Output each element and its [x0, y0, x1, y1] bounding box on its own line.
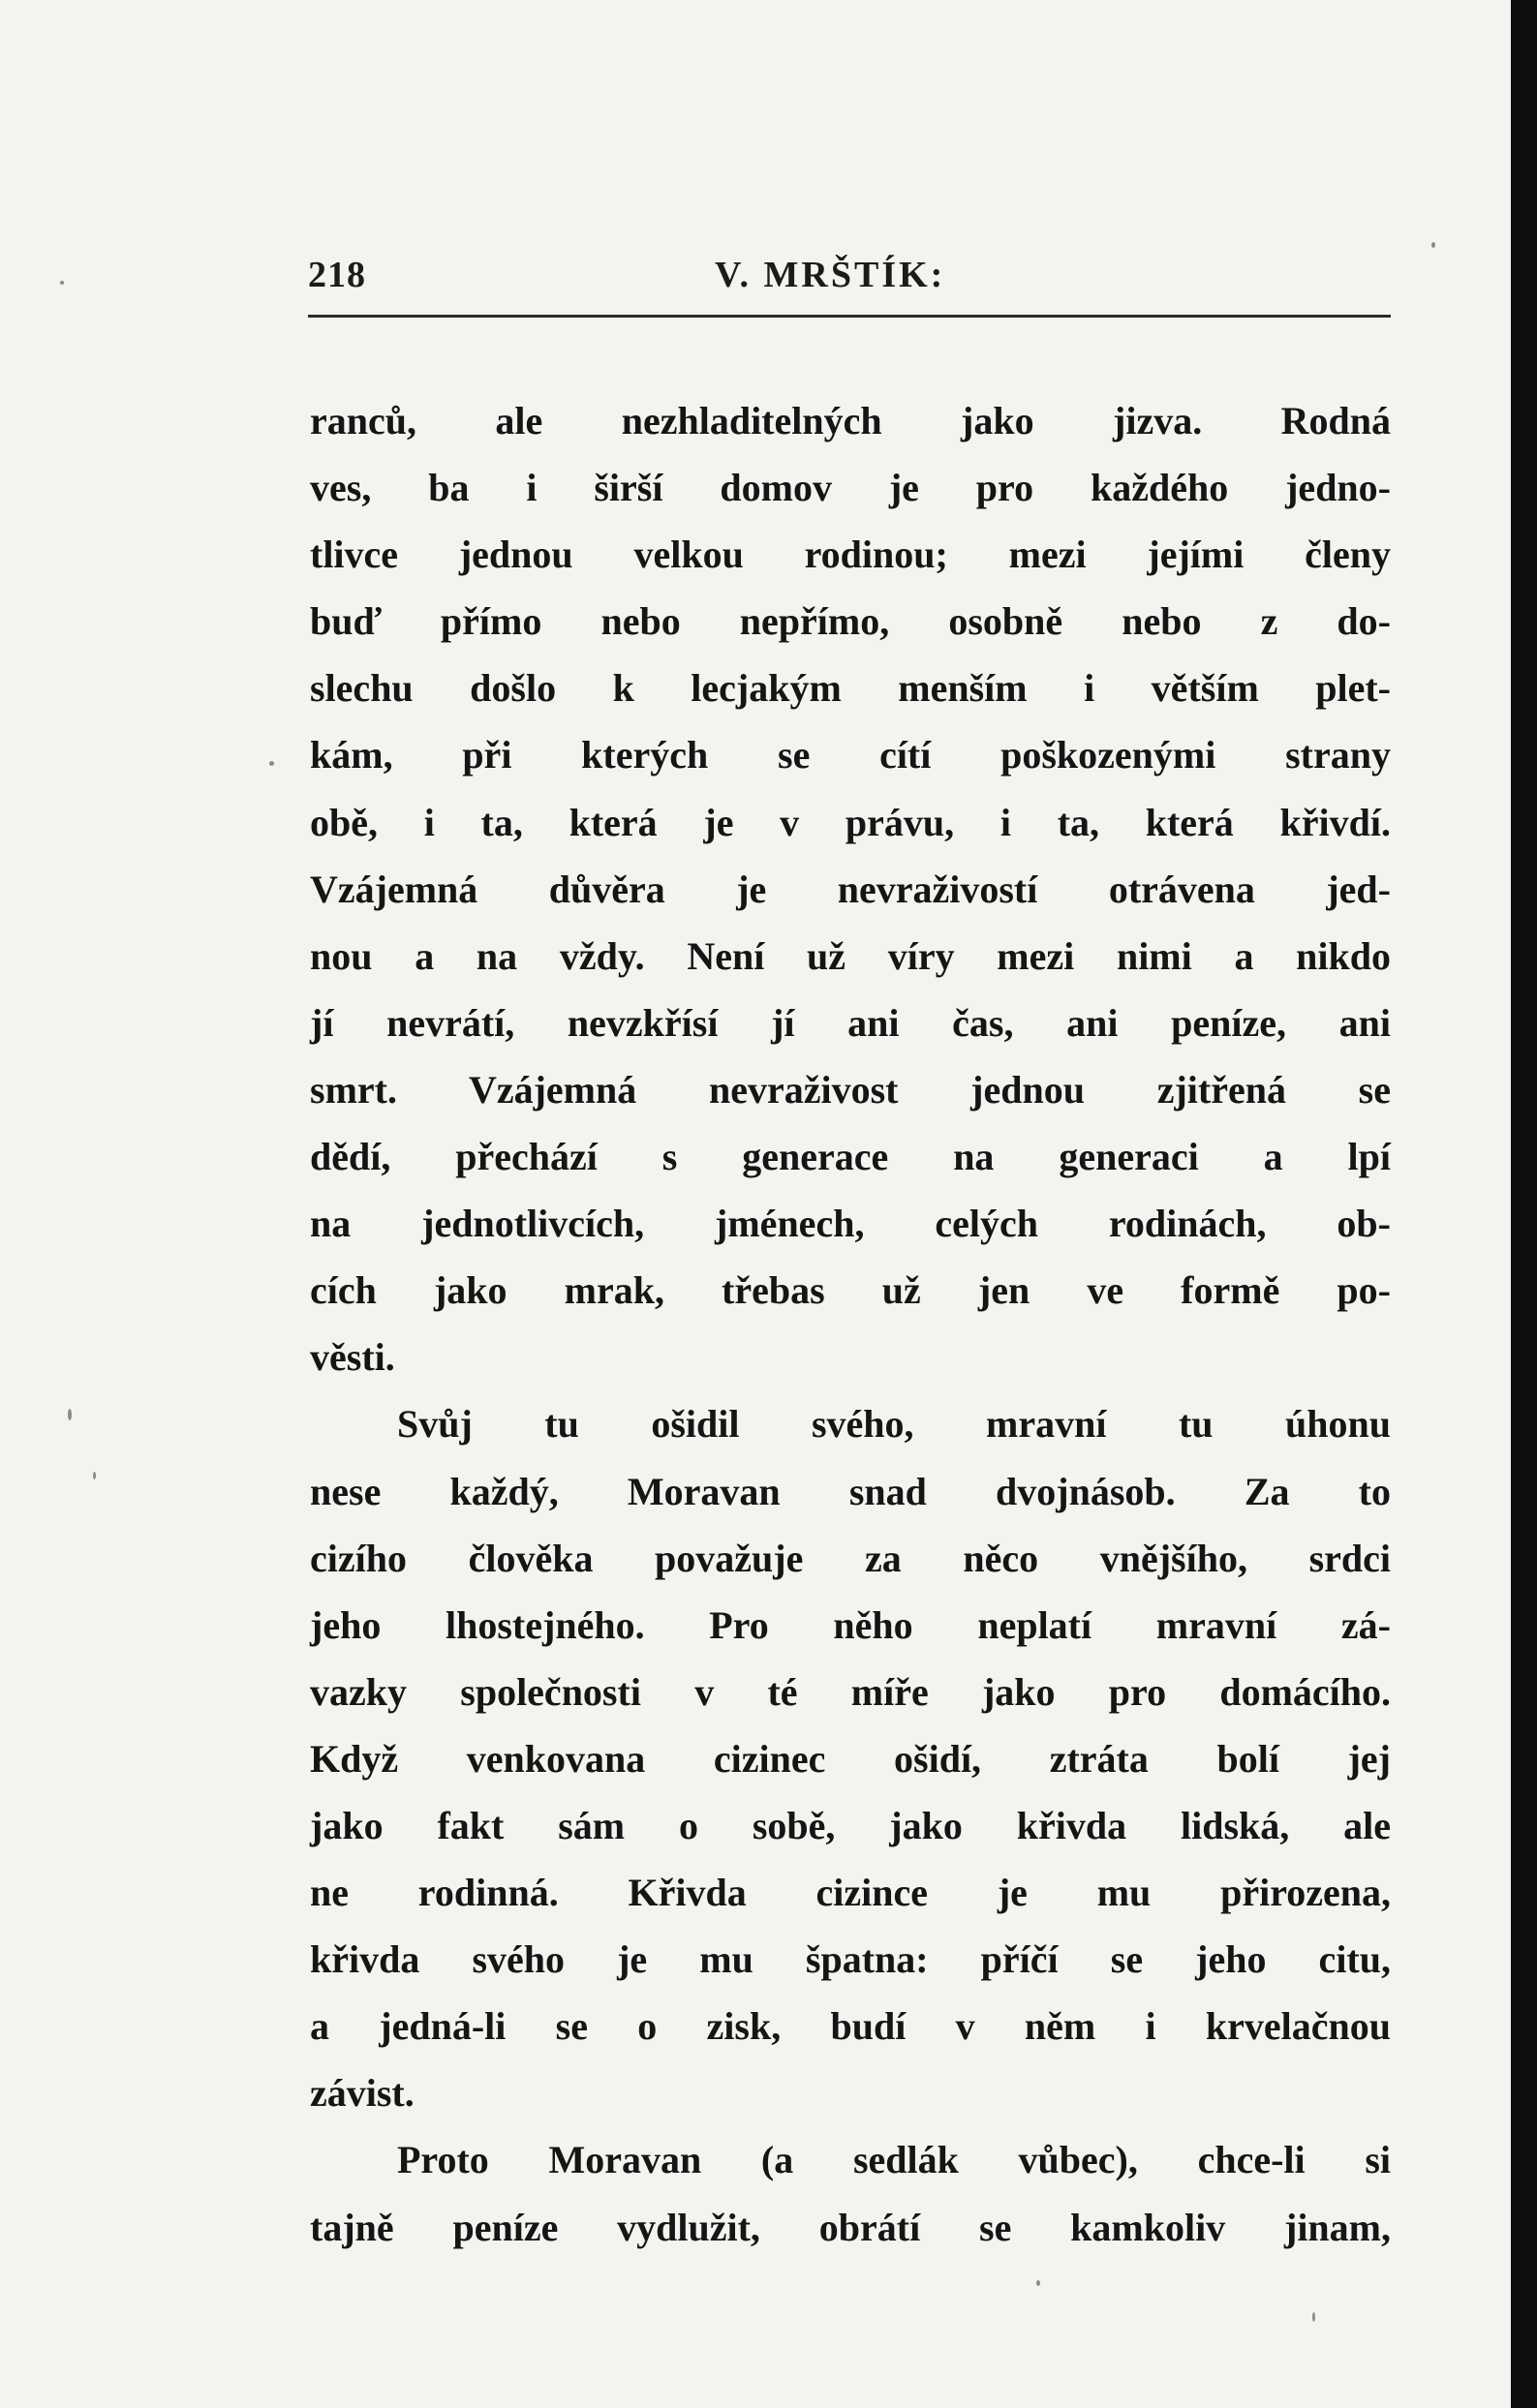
- text-line: Svůj tu ošidil svého, mravní tu úhonu: [397, 1402, 1391, 1447]
- text-line: cích jako mrak, třebas už jen ve formě po-: [310, 1268, 1391, 1313]
- text-line: ranců, ale nezhladitelných jako jizva. Rodná: [310, 399, 1391, 442]
- text-line: buď přímo nebo nepřímo, osobně nebo z do-: [310, 599, 1391, 644]
- scan-speck: [60, 281, 64, 285]
- text-line: kám, při kterých se cítí poškozenými strany: [310, 733, 1391, 777]
- text-line: jeho lhostejného. Pro něho neplatí mravní zá-: [310, 1602, 1391, 1647]
- text-line: na jednotlivcích, jménech, celých rodinách, ob-: [310, 1202, 1391, 1246]
- page-header: [308, 254, 1391, 304]
- text-line: smrt. Vzájemná nevraživost jednou zjitřená se: [310, 1067, 1391, 1112]
- text-line: ves, ba i širší domov je pro každého jedno-: [310, 466, 1391, 510]
- text-line: ne rodinná. Křivda cizince je mu přirozena,: [310, 1871, 1391, 1915]
- scan-speck: [1312, 2312, 1315, 2322]
- text-line: obě, i ta, která je v právu, i ta, která křivdí.: [310, 800, 1391, 844]
- page-number: 218: [308, 255, 366, 295]
- text-line: nese každý, Moravan snad dvojnásob. Za to: [310, 1469, 1391, 1513]
- scan-speck: [1431, 242, 1435, 248]
- scan-edge-shadow: [1511, 0, 1537, 2408]
- header-rule: [308, 315, 1391, 318]
- text-line: Proto Moravan (a sedlák vůbec), chce-li si: [397, 2138, 1391, 2182]
- text-line: Když venkovana cizinec ošidí, ztráta bolí jej: [310, 1736, 1391, 1781]
- text-line: cizího člověka považuje za něco vnějšího, srdci: [310, 1536, 1391, 1580]
- text-line: Vzájemná důvěra je nevraživostí otrávena jed-: [310, 867, 1391, 911]
- text-line: tlivce jednou velkou rodinou; mezi jejími členy: [310, 533, 1391, 577]
- scan-speck: [1036, 2280, 1040, 2286]
- text-line: nou a na vždy. Není už víry mezi nimi a nikdo: [310, 933, 1391, 978]
- text-line: závist.: [310, 2071, 415, 2116]
- text-line: slechu došlo k lecjakým menším i větším plet-: [310, 666, 1391, 711]
- text-line: věsti.: [310, 1335, 395, 1380]
- text-line: jí nevrátí, nevzkřísí jí ani čas, ani peníze, ani: [310, 1000, 1391, 1045]
- text-line: a jedná-li se o zisk, budí v něm i krvelačnou: [310, 2004, 1391, 2049]
- scan-speck: [269, 761, 274, 766]
- scan-speck: [68, 1409, 72, 1420]
- text-line: jako fakt sám o sobě, jako křivda lidská, ale: [310, 1803, 1391, 1847]
- text-line: dědí, přechází s generace na generaci a lpí: [310, 1135, 1391, 1179]
- scan-speck: [93, 1472, 96, 1479]
- body-text: [310, 387, 1391, 2261]
- running-head: V. MRŠTÍK:: [715, 255, 946, 295]
- text-line: vazky společnosti v té míře jako pro domácího.: [310, 1669, 1391, 1714]
- text-line: křivda svého je mu špatna: příčí se jeho citu,: [310, 1937, 1391, 1982]
- text-line: tajně peníze vydlužit, obrátí se kamkoliv jinam,: [310, 2205, 1391, 2249]
